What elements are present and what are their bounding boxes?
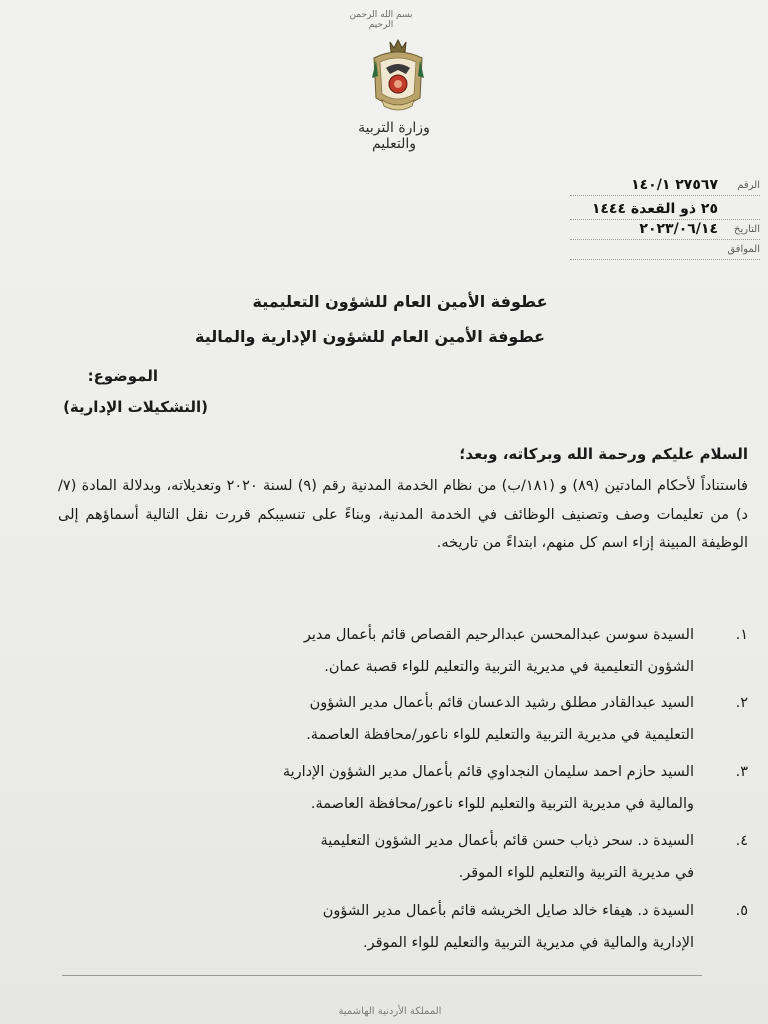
footer-divider bbox=[62, 975, 702, 976]
item-line-1: السيدة سوسن عبدالمحسن عبدالرحيم القصاص قائم بأعمال مدير bbox=[303, 627, 694, 643]
item-number: ٢. bbox=[735, 695, 748, 711]
number-value: ٢٧٥٦٧ ١٤٠/١ bbox=[631, 177, 718, 193]
item-line-2: في مديرية التربية والتعليم للواء الموقر. bbox=[458, 865, 694, 881]
item-line-2: والمالية في مديرية التربية والتعليم للواء ناعور/محافظة العاصمة. bbox=[310, 796, 694, 812]
subject-text: (التشكيلات الإدارية) bbox=[63, 398, 208, 416]
basmala-text: بسم الله الرحمن الرحيم bbox=[349, 10, 413, 30]
item-line-1: السيدة د. سحر ذياب حسن قائم بأعمال مدير الشؤون التعليمية bbox=[320, 833, 694, 849]
item-line-1: السيد عبدالقادر مطلق رشيد الدعسان قائم بأعمال مدير الشؤون bbox=[309, 695, 694, 711]
addressee-line-1: عطوفة الأمين العام للشؤون التعليمية bbox=[252, 292, 548, 311]
hijri-dotted-line bbox=[570, 219, 760, 220]
hijri-date-row bbox=[520, 201, 760, 221]
number-dotted-line bbox=[570, 195, 760, 196]
reference-number-row bbox=[520, 177, 760, 197]
item-number: ١. bbox=[735, 627, 748, 643]
item-number: ٣. bbox=[735, 764, 748, 780]
date-dotted-line bbox=[570, 239, 760, 240]
date-label: التاريخ bbox=[734, 224, 760, 235]
footer-text: المملكة الأردنية الهاشمية bbox=[338, 1006, 442, 1017]
corresponding-row bbox=[520, 241, 760, 261]
number-label: الرقم bbox=[737, 180, 760, 191]
hijri-date-value: ٢٥ ذو القعدة ١٤٤٤ bbox=[591, 201, 718, 217]
item-line-1: السيد حازم احمد سليمان النجداوي قائم بأعمال مدير الشؤون الإدارية bbox=[282, 764, 694, 780]
item-line-2: الإدارية والمالية في مديرية التربية والتعليم للواء الموقر. bbox=[363, 935, 694, 951]
body-paragraph: فاستناداً لأحكام المادتين (٨٩) و (١٨١/ب) من نظام الخدمة المدنية رقم (٩) لسنة ٢٠٢٠ وتعديلاته، وبدلالة المادة (٧/د) من تعليمات وصف وتصنيف الوظائف في الخدمة المدنية، وبناءً على تنسيبكم قررت نقل التالية أسماؤهم إلى الوظيفة المبينة إزاء اسم كل منهم، ابتداءً من تاريخه. bbox=[58, 478, 748, 551]
royal-crest-icon bbox=[368, 38, 428, 116]
date-value: ٢٠٢٣/٠٦/١٤ bbox=[639, 221, 718, 237]
item-line-2: التعليمية في مديرية التربية والتعليم للواء ناعور/محافظة العاصمة. bbox=[306, 727, 694, 743]
date-row bbox=[520, 221, 760, 241]
subject-label: الموضوع: bbox=[87, 367, 158, 385]
addressee-line-2: عطوفة الأمين العام للشؤون الإدارية والمالية bbox=[195, 327, 545, 346]
corresponding-dotted-line bbox=[570, 259, 760, 260]
item-line-1: السيدة د. هيفاء خالد صايل الخريشه قائم بأعمال مدير الشؤون bbox=[322, 903, 694, 919]
item-number: ٤. bbox=[735, 833, 748, 849]
greeting: السلام عليكم ورحمة الله وبركاته، وبعد؛ bbox=[459, 445, 748, 463]
corresponding-label: الموافق bbox=[727, 244, 760, 255]
item-number: ٥. bbox=[735, 903, 748, 919]
ministry-name: وزارة التربية والتعليم bbox=[358, 120, 430, 152]
item-line-2: الشؤون التعليمية في مديرية التربية والتعليم للواء قصبة عمان. bbox=[324, 659, 694, 675]
